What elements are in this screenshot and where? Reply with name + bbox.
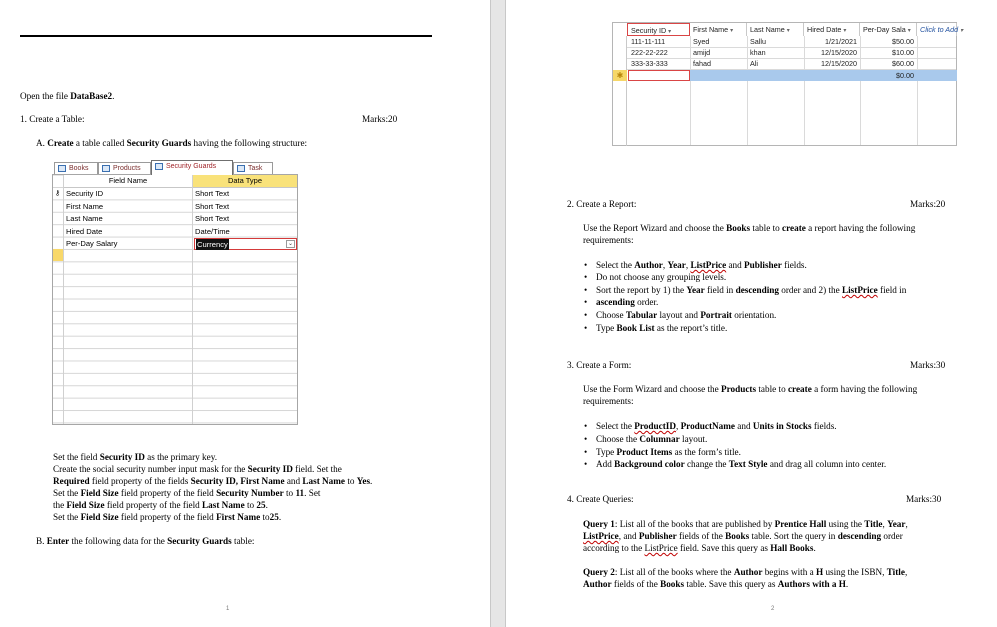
question-2-intro-cont: requirements:: [583, 235, 634, 245]
tab-products[interactable]: Products: [98, 162, 151, 174]
query-1-text-end: according to the ListPrice field. Save this query as Hall Books.: [583, 543, 816, 553]
list-item: • Choose Tabular layout and Portrait orientation.: [596, 309, 776, 321]
data-type-header: Data Type: [193, 175, 297, 188]
document-page-2: [506, 0, 997, 627]
list-item: • ascending order.: [596, 296, 658, 308]
table-cell[interactable]: khan: [750, 48, 766, 57]
question-3-title: 3. Create a Form:: [567, 360, 632, 370]
table-cell[interactable]: Ali: [750, 59, 758, 68]
question-3-marks: Marks:30: [910, 360, 946, 370]
table-cell[interactable]: $50.00: [892, 37, 914, 46]
list-item: • Type Product Items as the form’s title.: [596, 446, 741, 458]
question-1-title: 1. Create a Table:: [20, 114, 85, 124]
list-item: • Add Background color change the Text Style and drag all column into center.: [596, 458, 886, 470]
field-grid: [52, 174, 298, 425]
table-cell[interactable]: Syed: [693, 37, 710, 46]
data-type-cell[interactable]: Date/Time: [195, 226, 230, 236]
question-3-intro-cont: requirements:: [583, 396, 634, 406]
list-item: • Type Book List as the report’s title.: [596, 322, 727, 334]
table-cell[interactable]: amijd: [693, 48, 711, 57]
table-icon: [237, 165, 245, 172]
instruction-field-size-first: Set the Field Size field property of the field First Name to25.: [53, 512, 282, 522]
column-header-per-day-salary[interactable]: Per-Day Sala ▾: [860, 23, 917, 36]
question-2-intro: Use the Report Wizard and choose the Books table to create a report having the following: [583, 223, 916, 233]
instruction-field-size-last: the Field Size field property of the field Last Name to 25.: [53, 500, 268, 510]
table-design-view: [52, 160, 298, 425]
column-header-hired-date[interactable]: Hired Date ▾: [804, 23, 860, 36]
header-rule: [20, 35, 432, 37]
question-4-marks: Marks:30: [906, 494, 942, 504]
question-2-title: 2. Create a Report:: [567, 199, 637, 209]
tab-task[interactable]: Task: [233, 162, 273, 174]
question-4-title: 4. Create Queries:: [567, 494, 634, 504]
column-header-security-id[interactable]: Security ID ▾: [627, 23, 690, 36]
page-gutter: [490, 0, 506, 627]
data-type-cell[interactable]: Short Text: [195, 189, 230, 198]
list-item: • Do not choose any grouping levels.: [596, 271, 726, 283]
list-item: • Sort the report by 1) the Year field in descending order and 2) the ListPrice field in: [596, 284, 906, 296]
table-cell[interactable]: 12/15/2020: [821, 59, 857, 68]
part-a-instruction: A. Create a table called Security Guards having the following structure:: [36, 138, 308, 148]
new-record-input[interactable]: [628, 70, 690, 81]
data-type-dropdown[interactable]: Currency ⌄: [194, 238, 297, 250]
field-name-cell[interactable]: Security ID: [66, 189, 104, 198]
query-2-text-cont: Author fields of the Books table. Save this query as Authors with a H.: [583, 579, 849, 589]
instruction-primary-key: Set the field Security ID as the primary key.: [53, 452, 217, 462]
page-number: 2: [771, 606, 775, 612]
table-cell[interactable]: fahad: [693, 59, 711, 68]
data-type-cell[interactable]: Short Text: [195, 201, 230, 211]
table-cell[interactable]: 12/15/2020: [821, 48, 857, 57]
query-2-text: Query 2: List all of the books where the Author begins with a H using the ISBN, Title,: [583, 567, 908, 577]
table-cell[interactable]: 333-33-333: [631, 59, 668, 68]
table-cell[interactable]: 222-22-222: [631, 48, 668, 57]
new-record-icon: ✱: [613, 70, 627, 81]
page-number: 1: [226, 606, 230, 612]
instruction-field-size-security: Set the Field Size field property of the field Security Number to 11. Set: [53, 488, 321, 498]
table-cell[interactable]: 1/21/2021: [825, 37, 857, 46]
column-header-last-name[interactable]: Last Name ▾: [747, 23, 804, 36]
table-cell[interactable]: $10.00: [892, 48, 914, 57]
list-item: • Select the Author, Year, ListPrice and Publisher fields.: [596, 259, 807, 271]
query-1-text-cont: ListPrice, and Publisher fields of the Books table. Sort the query in descending order: [583, 531, 903, 541]
field-name-cell[interactable]: First Name: [66, 201, 104, 211]
record-selector-column[interactable]: [613, 36, 627, 146]
instruction-input-mask: Create the social security number input mask for the Security ID field. Set the: [53, 464, 342, 474]
document-page-1: [0, 0, 490, 627]
data-type-cell[interactable]: Short Text: [195, 214, 230, 223]
primary-key-icon: ⚷: [55, 190, 61, 197]
field-name-cell[interactable]: Per-Day Salary: [66, 239, 118, 248]
question-1-marks: Marks:20: [362, 114, 398, 124]
table-cell[interactable]: Sallu: [750, 37, 766, 46]
object-tabs: [52, 160, 298, 174]
tab-books[interactable]: Books: [54, 162, 98, 174]
row-selector[interactable]: [53, 249, 63, 261]
query-1-text: Query 1: List all of the books that are published by Prentice Hall using the Title, Year,: [583, 519, 908, 529]
tab-security-guards[interactable]: Security Guards: [151, 160, 233, 175]
table-cell[interactable]: $0.00: [896, 71, 914, 80]
question-2-marks: Marks:20: [910, 199, 946, 209]
field-name-header: Field Name: [64, 175, 192, 188]
datasheet-view: [612, 22, 964, 146]
click-to-add-column[interactable]: Click to Add ▾: [917, 23, 957, 36]
instruction-required: Required field property of the fields Security ID, First Name and Last Name to Yes.: [53, 476, 373, 486]
table-icon: [102, 165, 110, 172]
table-cell[interactable]: 111-11-111: [631, 37, 666, 46]
field-name-cell[interactable]: Last Name: [66, 214, 103, 223]
field-name-cell[interactable]: Hired Date: [66, 226, 103, 236]
question-3-intro: Use the Form Wizard and choose the Products table to create a form having the following: [583, 384, 918, 394]
open-file-instruction: Open the file DataBase2.: [20, 91, 115, 101]
list-item: • Choose the Columnar layout.: [596, 433, 707, 445]
table-icon: [58, 165, 66, 172]
column-header-first-name[interactable]: First Name ▾: [690, 23, 747, 36]
table-cell[interactable]: $60.00: [892, 59, 914, 68]
chevron-down-icon[interactable]: ⌄: [287, 241, 294, 247]
list-item: • Select the ProductID, ProductName and Units in Stocks fields.: [596, 420, 837, 432]
table-icon: [155, 163, 163, 170]
part-b-instruction: B. Enter the following data for the Security Guards table:: [36, 536, 255, 546]
